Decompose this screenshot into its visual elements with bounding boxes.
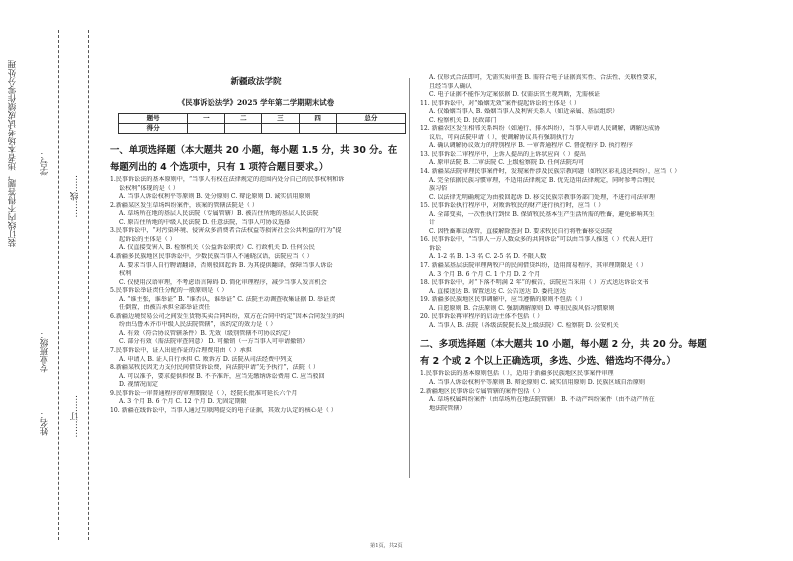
question-options: 纷由乌鲁木齐市中级人民法院管辖”，该约定的效力是（ ） [119, 321, 277, 329]
question-options: A. 要求当事人自行聘请翻译，否则驳回起诉 B. 为其提供翻译，保障当事人诉讼 [119, 261, 333, 269]
question-options: A. 当事人诉讼权利平等原则 B. 处分原则 C. 辩论原则 D. 诚实信用原则 [119, 193, 311, 201]
question-options: A. “谁主张，谁举证” B. “谁否认，谁举证” C. 法院主动调查收集证据 D. 举证责 [119, 295, 336, 303]
question-options: C. 部分有效（需法院审查同意） D. 可撤销（一方当事人可申请撤销） [119, 338, 309, 346]
question-stem: 6.新疆边境贸易公司之间发生货物买卖合同纠纷，双方在合同中约定“因本合同发生的纠 [110, 312, 345, 320]
question-stem: 20. 民事诉讼再审程序的启动主体不包括（ ） [420, 313, 544, 321]
name-label: 姓名： [40, 410, 50, 436]
question-stem: 3.民事诉讼中，“对污染环境、侵害众多消费者合法权益等损害社会公共利益的行为”提 [110, 227, 342, 235]
question-options: 权利 [119, 270, 132, 278]
score-cell: 二 [225, 114, 262, 124]
score-cell: 总分 [336, 114, 405, 124]
right-question-list [420, 74, 732, 330]
right-column [420, 74, 732, 413]
score-table-header-row [119, 114, 406, 124]
score-cell: 四 [299, 114, 336, 124]
binding-notice: 装订线内不得答题，违者本场考试成绩作零分处理 [8, 60, 18, 247]
question-options: A. 全部变卖，一次性执行到位 B. 保留牧民基本生产生活所需的牲畜，避免影响其生 [429, 210, 655, 218]
question-stem: 9.民事诉讼一审普通程序的审理期限是（ ），经院长批准可延长六个月 [110, 389, 298, 397]
binding-margin [0, 0, 110, 561]
question-options: A. 草场所在地的基层人民法院（专属管辖）B. 被告住所地的基层人民法院 [119, 210, 319, 218]
question-options: C. 原告住所地的中级人民法院 D. 任意法院，当事人可协议选择 [119, 218, 291, 226]
score-table [118, 113, 406, 134]
question-stem: 16. 民事诉讼中，“当事人一方人数众多的共同诉讼”可以由当事人推选（ ）代表人进行 [420, 236, 654, 244]
dash-line-text-2: ……订…… [70, 395, 80, 438]
question-options: A. 确认调解协议效力的特别程序 B. 一审普通程序 C. 督促程序 D. 执行程序 [429, 142, 633, 150]
question-stem: 19. 新疆多民族地区民事调解中，应当遵循的原则不包括（ ） [420, 296, 586, 304]
question-options: C. 以法律无明确规定为由驳回起诉 D. 移交民族宗教事务部门处理，不进行司法审理 [429, 193, 655, 201]
section-2-title-line-2: 有 2 个或 2 个以上正确选项，多选、少选、错选均不得分。） [420, 356, 676, 368]
section-2-title-line-1: 二、多项选择题（本大题共 10 小题，每小题 2 分，共 20 分。每题 [420, 339, 707, 351]
question-options: 族习俗 [429, 185, 448, 193]
question-stem: 8.新疆某牧民因无力支付民间借贷诉讼费，向法院申请“先予执行”，法院（ ） [110, 364, 319, 372]
score-cell[interactable] [299, 124, 336, 134]
school-name: 新疆政法学院 [230, 77, 282, 87]
score-cell[interactable] [225, 124, 262, 134]
question-options: A. 完全依据民族习惯审理，不适用法律规定 B. 优先适用法律规定，同时参考合理民 [429, 176, 655, 184]
question-options: A. 原审法院 B. 二审法院 C. 上级检察院 D. 任何法院均可 [429, 159, 585, 167]
question-options: A. 仅直接受害人 B. 检察机关（公益诉讼职责）C. 行政机关 D. 任何公民 [119, 244, 315, 252]
question-options: A. 当事人诉讼权利平等原则 B. 辩论原则 C. 诚实信用原则 D. 民族区域自治原则 [429, 378, 646, 386]
question-options: A. 3 个月 B. 6 个月 C. 1 个月 D. 2 个月 [429, 270, 541, 278]
score-cell: 题号 [119, 114, 188, 124]
question-options: A. 当事人 B. 法院（各级法院院长及上级法院）C. 检察院 D. 公安机关 [429, 321, 619, 329]
question-options: 起诉讼的主体是（ ） [119, 235, 176, 243]
question-stem: 2.新疆某区发生草场纠纷案件，该案的管辖法院是（ ） [110, 201, 258, 209]
binding-dash-line [88, 30, 89, 540]
exam-title: 《民事诉讼法学》2025 学年第二学期期末试卷 [177, 97, 335, 107]
score-table-score-row [119, 124, 406, 134]
question-options: 计 [429, 219, 436, 227]
question-options: D. 视情况而定 [119, 381, 159, 389]
question-options: A. 1-2 名 B. 1-3 名 C. 2-5 名 D. 不限人数 [429, 253, 547, 261]
question-options: A. 有效（符合协议管辖条件）B. 无效（级别管辖不可协议约定） [119, 329, 295, 337]
question-stem: 18. 民事诉讼中，对“下落不明满 2 年”的被告，法院应当采用（ ）方式送达诉讼文书 [420, 279, 649, 287]
question-options: A. 草场权属纠纷案件（由草场所在地法院管辖） B. 不动产纠纷案件（由不动产所在 [429, 396, 655, 404]
page-number: 第1页，共2页 [370, 543, 403, 549]
question-stem: 2.新疆地区民事诉讼专属管辖的案件包括（ ） [420, 387, 544, 395]
question-stem: 4.新疆多民族地区民事诉讼中，少数民族当事人不通晓汉语，法院应当（ ） [110, 253, 313, 261]
question-stem: 17. 新疆某基层法院审理两牧户的民间借贷纠纷，适用简易程序，其审理期限是（ ） [420, 262, 647, 270]
question-options: C. 仅使用汉语审理，不考虑语言障碍 D. 简化审理程序，减少当事人发言机会 [119, 278, 327, 286]
score-cell[interactable] [336, 124, 405, 134]
question-stem: 10. 新疆在线诉讼中，当事人通过互联网提交的电子证据，其效力认定的核心是（ ） [110, 406, 337, 414]
question-options: A. 自愿原则 B. 合法原则 C. 强制调解原则 D. 尊重民族风俗习惯原则 [429, 304, 615, 312]
question-stem: 14. 新疆某法院审理民事案件时，发现案件涉及民族宗教问题（如牧区彩礼返还纠纷），应当（ ） [420, 168, 681, 176]
question-options: 讼权利”体现的是（ ） [119, 184, 179, 192]
question-stem: 11. 民事诉讼中，对“婚姻无效”案件提起诉讼的主体是（ ） [420, 99, 580, 107]
score-cell: 三 [262, 114, 299, 124]
question-options: 诉讼 [429, 244, 442, 252]
question-options: 地法院管辖） [429, 404, 466, 412]
left-question-list [110, 176, 402, 415]
question-stem: 7.民事诉讼中，证人出庭作证的合理费用由（ ）承担 [110, 347, 252, 355]
question-options: A. 仅形式合法即可，无需实质审查 B. 需符合电子证据真实性、合法性、关联性要求， [429, 74, 661, 81]
question-options: 且经当事人确认 [429, 82, 472, 90]
question-options: A. 可以准予，要求提供担保 B. 不予准许，应当先缴纳诉讼费用 C. 应当驳回 [119, 372, 325, 380]
score-cell: 一 [188, 114, 225, 124]
question-stem: 13. 民事诉讼二审程序中，上诉人提出的上诉状应向（ ）提出 [420, 150, 586, 158]
question-options: 议后，可向法院申请（ ），使调解协议具有强制执行力 [429, 133, 575, 141]
question-options: A. 3 个月 B. 6 个月 C. 12 个月 D. 无固定期限 [119, 398, 247, 406]
class-label: 专业班级： [40, 330, 50, 373]
right-question-list-2 [420, 370, 732, 413]
question-stem: 12. 新疆农区发生相邻关系纠纷（如通行、排水纠纷），当事人申请人民调解，调解达成协 [420, 125, 661, 133]
question-options: A. 申请人 B. 证人自行承担 C. 败诉方 D. 法院从司法经费中列支 [119, 355, 293, 363]
question-options: C. 因牲畜难以保管，直接解除查封 D. 要求牧民自行将牲畜移交法院 [429, 227, 613, 235]
question-options: 任倒置，由被告承担全部举证责任 [119, 304, 211, 312]
binding-dash-line-inner [58, 30, 59, 540]
question-stem: 1.民事诉讼法的基本原则包括（ ），适用于新疆多民族地区民事案件审理 [420, 370, 614, 378]
student-id-label: 学号： [40, 150, 50, 176]
question-options: C. 检察机关 D. 民政部门 [429, 116, 497, 124]
section-1-title-line-1: 一、单项选择题（本大题共 20 小题，每小题 1.5 分，共 30 分。在 [110, 145, 398, 157]
dash-line-text: ……线…… [70, 175, 80, 218]
question-options: A. 仅婚姻当事人 B. 婚姻当事人及利害关系人（如近亲属、基层组织） [429, 108, 619, 116]
question-stem: 5.民事诉讼举证责任分配的一般原则是（ ） [110, 287, 228, 295]
left-column [110, 78, 402, 415]
question-options: A. 直接送达 B. 留置送达 C. 公告送达 D. 委托送达 [429, 287, 566, 295]
question-stem: 1.民事诉讼法的基本原则中，“当事人有权在法律规定的范围内处分自己的民事权利和诉 [110, 176, 345, 184]
score-cell[interactable] [262, 124, 299, 134]
score-cell[interactable] [188, 124, 225, 134]
column-divider [409, 78, 410, 478]
score-cell: 得分 [119, 124, 188, 134]
section-1-title-line-2: 每题列出的 4 个选项中，只有 1 项符合题目要求。） [110, 162, 329, 174]
question-options: C. 电子证据不能作为定案依据 D. 仅需法官主观判断，无需核证 [429, 91, 601, 99]
question-stem: 15. 民事诉讼执行程序中，对败诉牧民的财产进行执行时，应当（ ） [420, 202, 605, 210]
